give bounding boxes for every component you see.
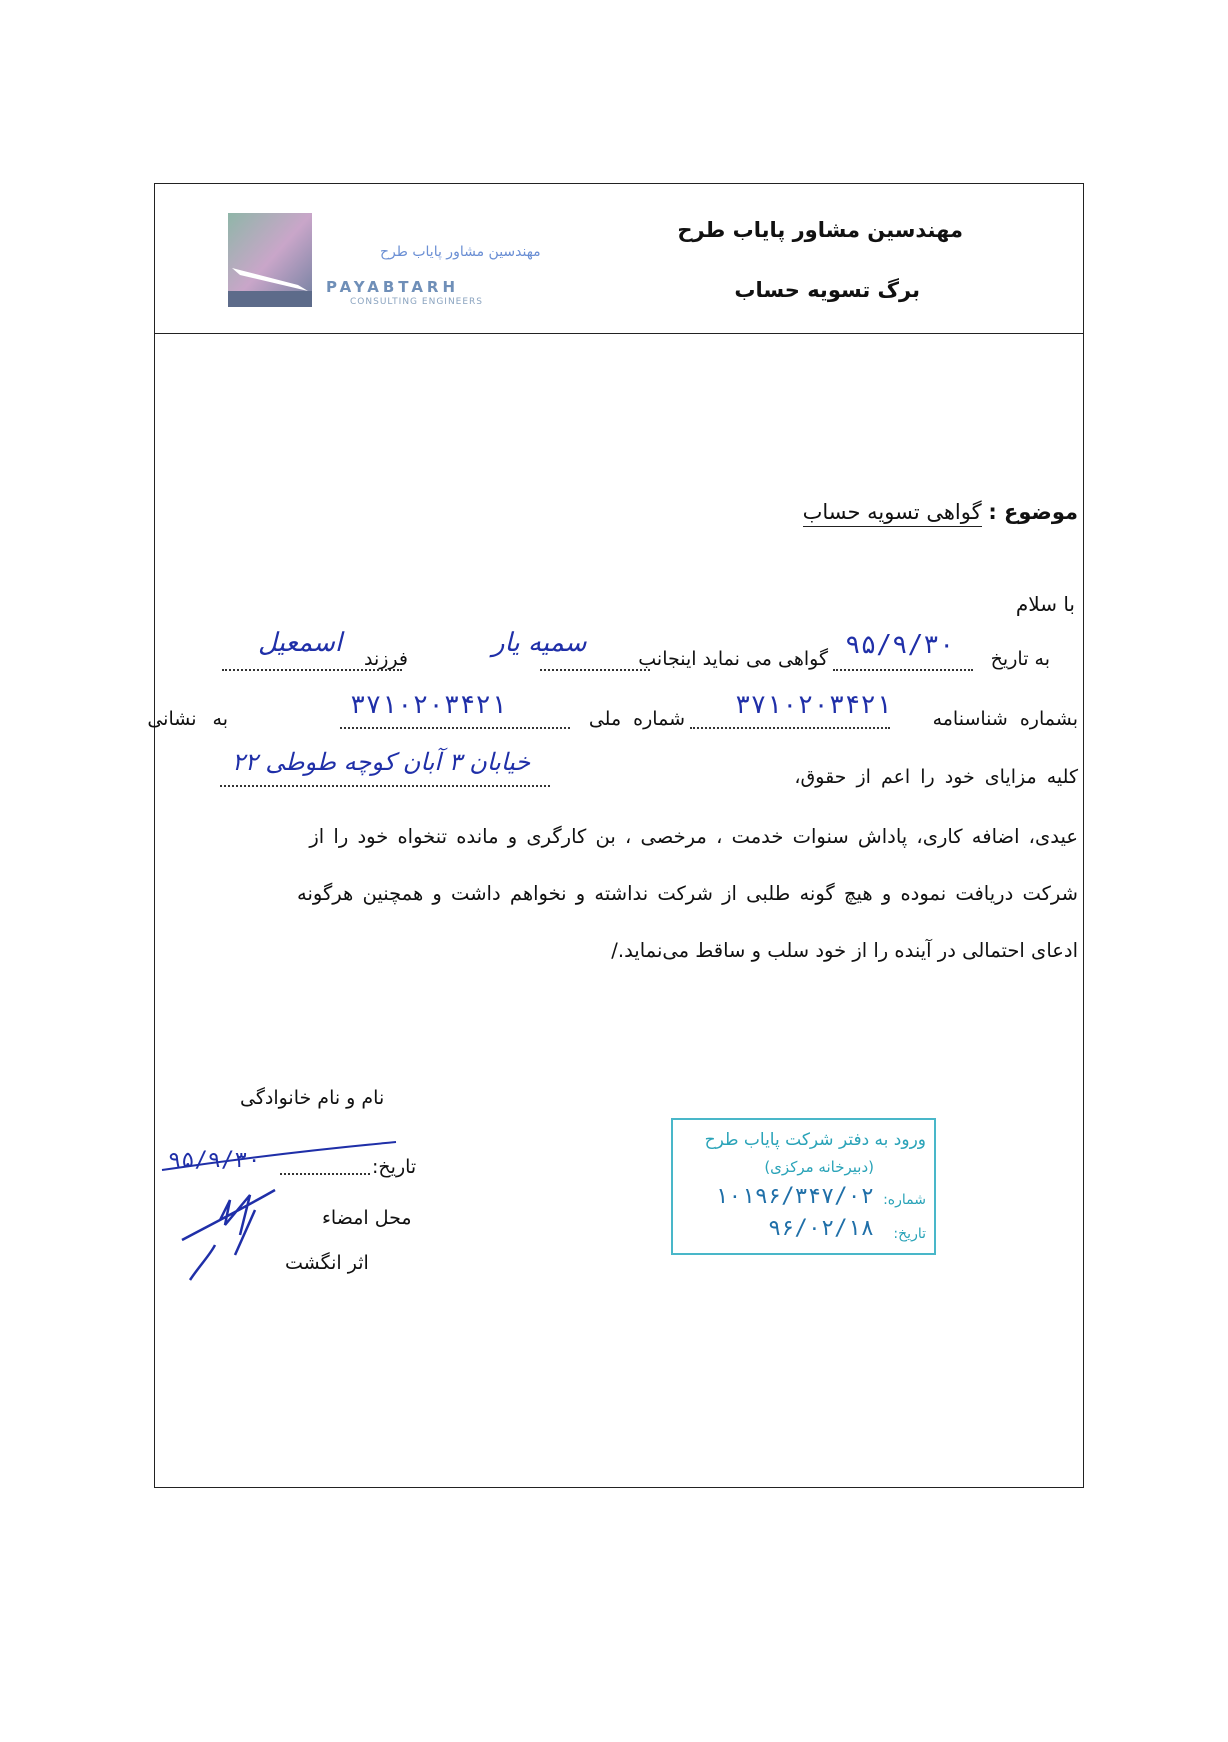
stamp-date-value: ۹۶/۰۲/۱۸ (768, 1216, 874, 1241)
registration-stamp (671, 1118, 936, 1255)
line1-prefix: به تاریخ (990, 648, 1050, 670)
subject-label: موضوع : (988, 500, 1078, 524)
line1-date-dots (833, 668, 973, 671)
stamp-subtitle: (دبیرخانه مرکزی) (764, 1158, 874, 1176)
body-line6: ادعای احتمالی در آینده را از خود سلب و ساقط می‌نماید./ (611, 939, 1078, 962)
signature-thumb-label: اثر انگشت (285, 1252, 369, 1274)
line3-rest: کلیه مزایای خود را اعم از حقوق، (794, 766, 1078, 788)
signature-date-label: تاریخ: (372, 1156, 417, 1178)
stamp-number-value: ۱۰۱۹۶/۳۴۷/۰۲ (715, 1184, 874, 1209)
line3-address-handwritten: خیابان ۳ آبان کوچه طوطی ۲۲ (232, 748, 531, 776)
stamp-number-label: شماره: (883, 1192, 926, 1208)
handwritten-signature (180, 1185, 290, 1285)
line1-certifies: گواهی می نماید اینجانب (638, 648, 828, 670)
body-line4: عیدی، اضافه کاری، پاداش سنوات خدمت ، مرخصی ، بن کارگری و مانده تنخواه خود را از (309, 825, 1078, 848)
company-logo-mark (228, 213, 312, 307)
stamp-title: ورود به دفتر شرکت پایاب طرح (704, 1130, 926, 1150)
signature-sign-label: محل امضاء (322, 1207, 412, 1229)
line2-national-dots (340, 726, 570, 729)
logo-english-text: PAYABTARH (326, 278, 460, 296)
signature-date-handwritten: ۹۵/۹/۳۰ (168, 1148, 261, 1173)
signature-date-strike (160, 1140, 400, 1175)
signature-name-label: نام و نام خانوادگی (240, 1087, 385, 1109)
header-divider (154, 333, 1084, 334)
line1-name-handwritten: سمیه یار (492, 628, 587, 658)
line2-address-label: به نشانی (147, 708, 228, 730)
line2-national-label: شماره ملی (588, 708, 685, 730)
line2-national-handwritten: ۳۷۱۰۲۰۳۴۲۱ (350, 690, 507, 720)
line2-id-label: بشماره شناسنامه (932, 708, 1078, 730)
stamp-date-label: تاریخ: (893, 1226, 926, 1242)
line1-child-of: فرزند (363, 648, 408, 670)
logo-english-subtext: CONSULTING ENGINEERS (350, 297, 484, 307)
subject-value: گواهی تسویه حساب (803, 500, 982, 527)
company-name: مهندسین مشاور پایاب طرح (677, 218, 963, 242)
greeting: با سلام (1015, 592, 1075, 616)
line1-father-handwritten: اسمعیل (258, 628, 343, 658)
line3-address-dots (220, 784, 550, 787)
form-title: برگ تسویه حساب (734, 278, 920, 302)
line1-father-dots (222, 668, 402, 671)
logo-persian-text: مهندسین مشاور پایاب طرح (380, 244, 541, 260)
line1-name-dots (540, 668, 650, 671)
line2-id-dots (690, 726, 890, 729)
body-line5: شرکت دریافت نموده و هیچ گونه طلبی از شرکت نداشته و نخواهم داشت و همچنین هرگونه (297, 882, 1078, 905)
subject-line (803, 500, 1078, 524)
line1-date-handwritten: ۹۵/۹/۳۰ (845, 630, 955, 660)
line2-id-handwritten: ۳۷۱۰۲۰۳۴۲۱ (735, 690, 892, 720)
